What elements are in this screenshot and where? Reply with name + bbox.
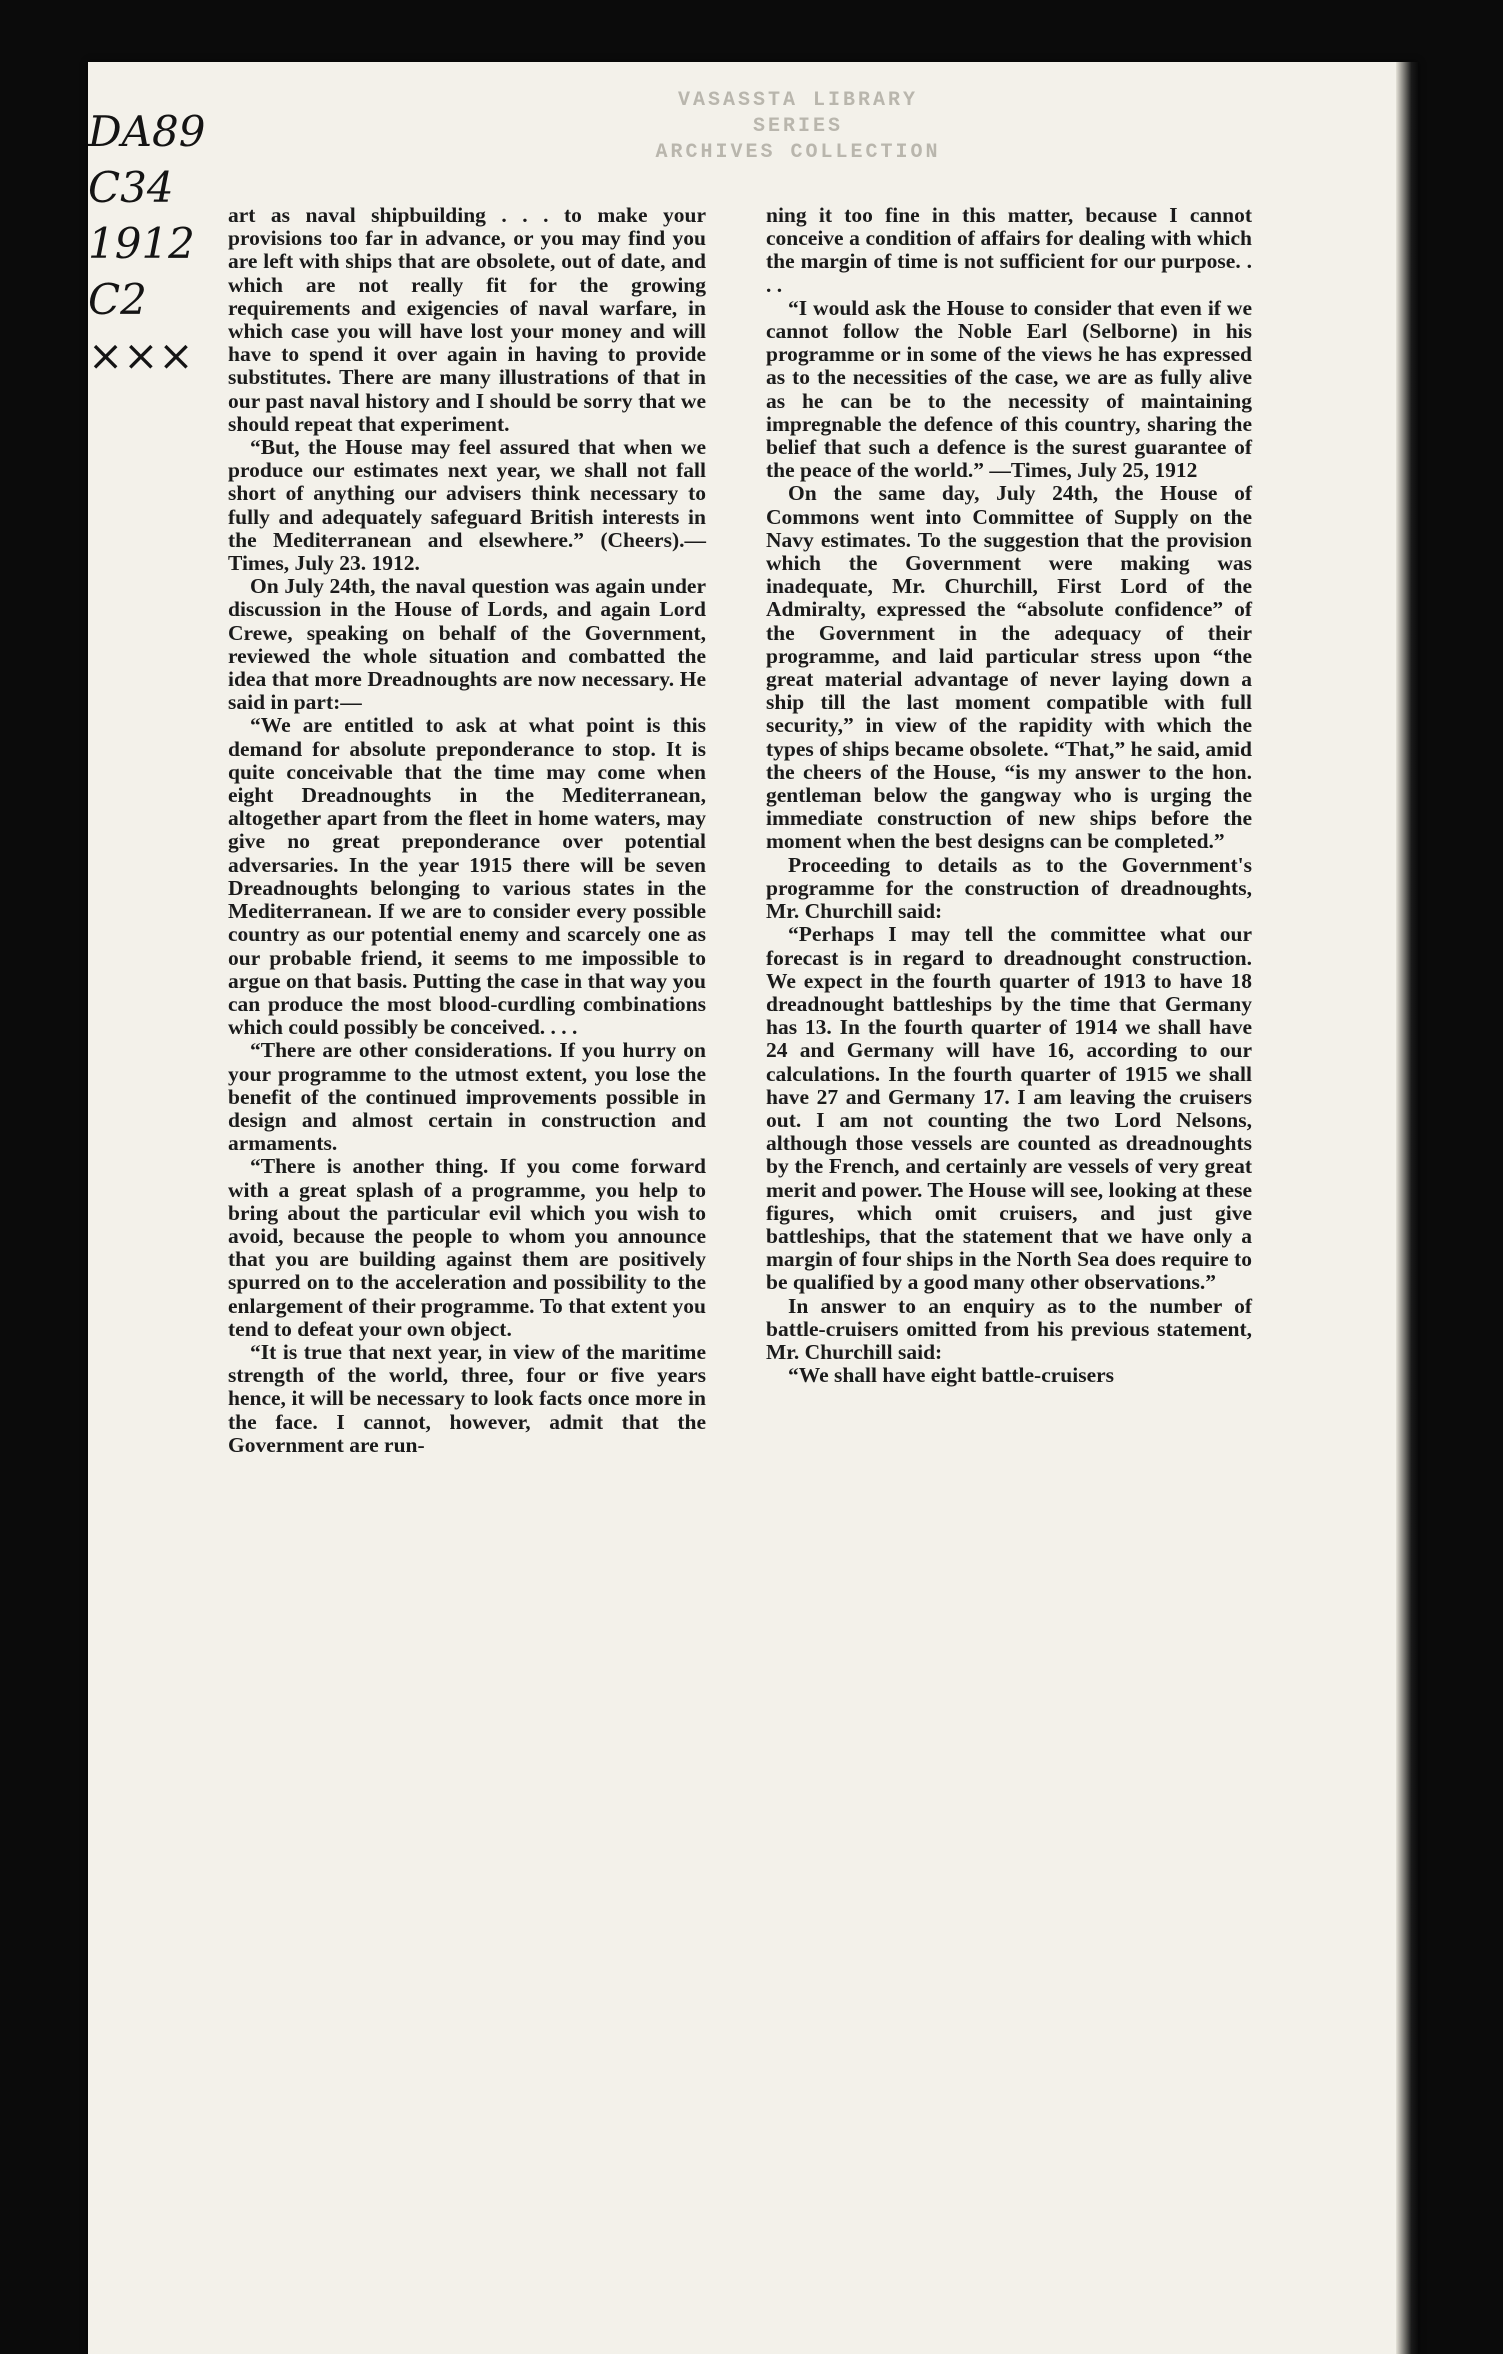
stamp-line-3: ARCHIVES COLLECTION [655,141,941,164]
left-paragraph: “We are entitled to ask at what point is this demand for absolute preponderance to stop. It is quite conceivable that the time may come when eight Dreadnoughts in the Mediterranean, altogether apart from the fleet in home waters, may give no great preponderance over potential adversaries. In the year 1915 there will be seven Dreadnoughts belonging to various states in the Mediterranean. If we are to consider every possible country as our potential enemy and scarcely one as our probable friend, it seems to me impossible to argue on that basis. Putting the case in that way you can produce the most blood-curdling combinations which could possibly be conceived. . . . [228,713,706,1040]
right-paragraph: In answer to an enquiry as to the number of battle-cruisers omitted from his previous statement, Mr. Churchill said: [766,1293,1252,1364]
right-paragraph: “Perhaps I may tell the committee what our forecast is in regard to dreadnought construction. We expect in the fourth quarter of 1913 to have 18 dreadnought battleships by the time that Germany has 13. In the fourth quarter of 1914 we shall have 24 and Germany will have 16, according to our calculations. In the fourth quarter of 1915 we shall have 27 and Germany 17. I am leaving the cruisers out. I am not counting the two Lord Nelsons, although those vessels are counted as dreadnoughts by the French, and certainly are vessels of very great merit and power. The House will see, looking at these figures, which omit cruisers, and just give battleships, that the statement that we have only a margin of four ships in the North Sea does require to be qualified by a good many other observations.” [766,922,1252,1295]
call-number-line-4: C2 [88,275,147,324]
library-stamp [588,88,1008,166]
stamp-line-2: SERIES [752,115,843,138]
left-paragraph: “There are other considerations. If you hurry on your programme to the utmost extent, you lose the benefit of the continued improvements possible in design and almost certain in construction and armaments. [228,1038,706,1156]
left-column [228,204,706,1457]
left-paragraph: On July 24th, the naval question was again under discussion in the House of Lords, and again Lord Crewe, speaking on behalf of the Government, reviewed the whole situation and combatted the idea that more Dreadnoughts are now necessary. He said in part:— [228,574,706,715]
call-number-line-1: DA89 [88,107,206,156]
left-paragraph: art as naval shipbuilding . . . to make your provisions too far in advance, or you may find you are left with ships that are obsolete, out of date, and which are not really fit for the growing requirements and exigencies of naval warfare, in which case you will have lost your money and will have to spend it over again in having to provide substitutes. There are many illustrations of that in our past naval history and I should be sorry that we should repeat that experiment. [228,203,706,436]
right-paragraph: “I would ask the House to consider that even if we cannot follow the Noble Earl (Selborne) in his programme or in some of the views he has expressed as to the necessities of the case, we are as fully alive as he can be to the necessity of maintaining impregnable the defence of this country, sharing the belief that such a defence is the surest guarantee of the peace of the world.” —Times, July 25, 1912 [766,295,1252,483]
document-page [88,62,1418,2354]
left-paragraph: “It is true that next year, in view of the maritime strength of the world, three, four or five years hence, it will be necessary to look facts once more in the face. I cannot, however, admit that the Government are run- [228,1339,706,1457]
right-column [766,204,1252,1387]
stamp-line-1: VASASSTA LIBRARY [677,89,919,112]
right-paragraph: ning it too fine in this matter, because I cannot conceive a condition of affairs for dealing with which the margin of time is not sufficient for our purpose. . . . [766,203,1252,297]
left-paragraph: “There is another thing. If you come forward with a great splash of a programme, you help to bring about the particular evil which you wish to avoid, because the people to whom you announce that you are building against them are positively spurred on to the acceleration and possibility to the enlargement of their programme. To that extent you tend to defeat your own object. [228,1154,706,1341]
call-number-line-3: 1912 [88,219,195,268]
handwritten-call-number [88,104,208,384]
right-paragraph: On the same day, July 24th, the House of Commons went into Committee of Supply on the Navy estimates. To the suggestion that the provision which the Government were making was inadequate, Mr. Churchill, First Lord of the Admiralty, expressed the “absolute confidence” of the Government in the adequacy of their programme, and laid particular stress upon “the great material advantage of never laying down a ship till the last moment compatible with full security,” in view of the rapidity with which the types of ships became obsolete. “That,” he said, amid the cheers of the House, “is my answer to the hon. gentleman below the gangway who is urging the immediate construction of new ships before the moment when the best designs can be completed.” [766,481,1252,854]
call-number-line-5: ××× [88,331,194,380]
right-paragraph: Proceeding to details as to the Government's programme for the construction of dreadnoughts, Mr. Churchill said: [766,852,1252,924]
page-fold-shadow [1396,62,1418,2354]
left-paragraph: “But, the House may feel assured that when we produce our estimates next year, we shall not fall short of anything our advisers think necessary to fully and adequately safeguard British interests in the Mediterranean and elsewhere.” (Cheers).—Times, July 23. 1912. [228,435,706,576]
right-paragraph: “We shall have eight battle-cruisers [788,1363,1115,1388]
call-number-line-2: C34 [88,163,174,212]
